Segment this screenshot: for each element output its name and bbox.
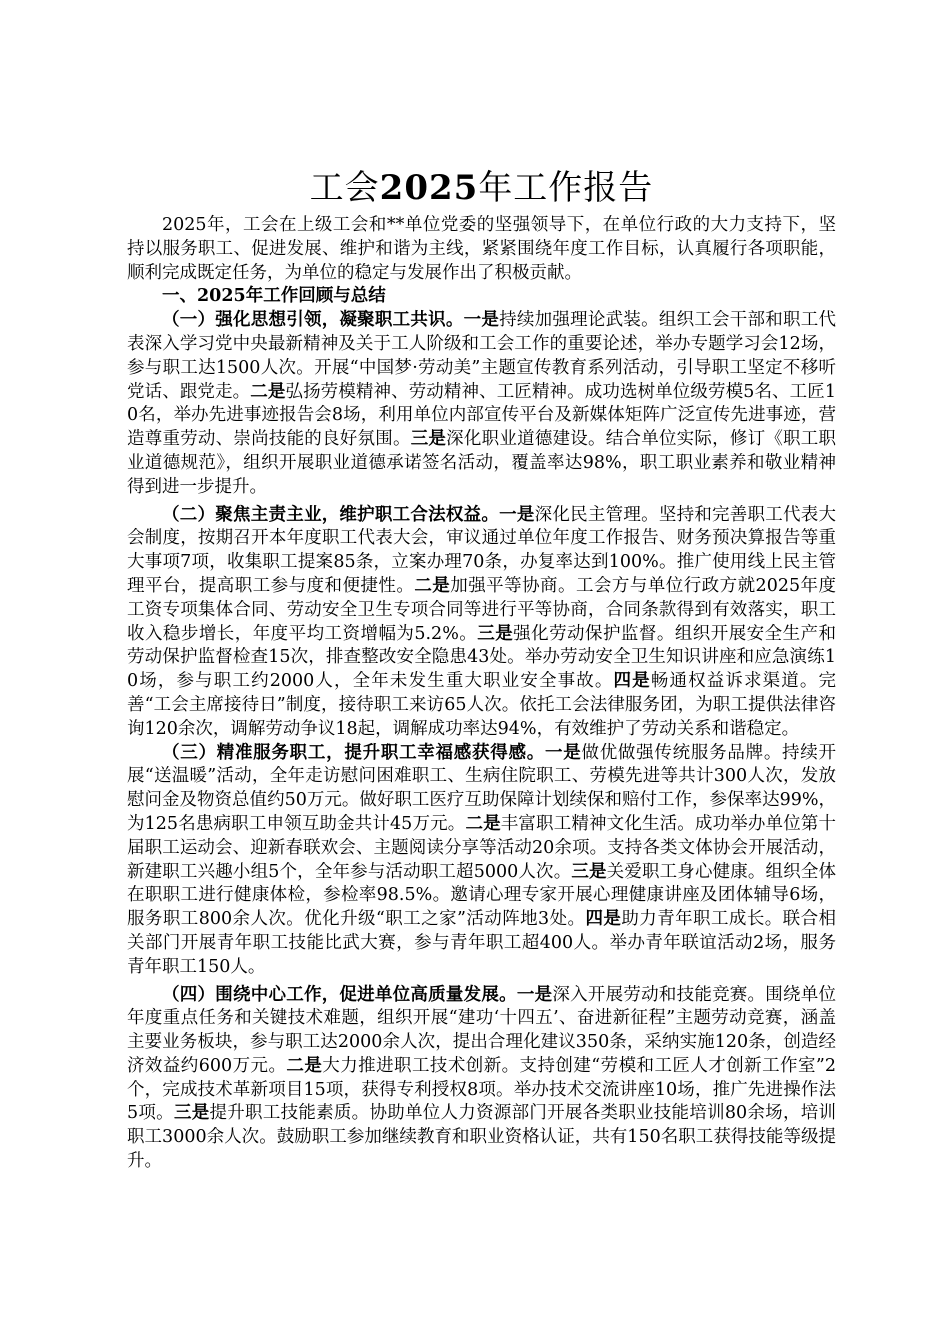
point-text: 深化职业道德建设。结合单位实际，修订《职工职业道德规范》，组织开展职业道德承诺签名活动，覆盖率达98%，职工职业素养和敬业精神得到进一步提升。 [127, 429, 837, 497]
paragraph-lead: （三）精准服务职工，提升职工幸福感获得感。 [162, 742, 545, 763]
title-year: 2025 [379, 168, 479, 208]
body-paragraph [127, 984, 836, 1174]
paragraph-lead: （四）围绕中心工作，促进单位高质量发展。 [162, 984, 517, 1005]
point-keyword: 一是 [463, 310, 500, 331]
point-keyword: 三是 [477, 623, 514, 644]
point-text: 关爱职工身心健康。组织全体在职职工进行健康体检，参检率98.5%。邀请心理专家开展心理健康讲座及团体辅导6场，服务职工800余人次。优化升级“职工之家”活动阵地3处。 [127, 861, 837, 930]
point-keyword: 四是 [613, 671, 651, 692]
point-text: 大力推进职工技术创新。支持创建“劳模和工匠人才创新工作室”2个，完成技术革新项目15项，获得专利授权8项。举办技术交流讲座10场，推广先进操作法5项。 [127, 1055, 836, 1124]
point-text: 做优做强传统服务品牌。持续开展“送温暖”活动，全年走访慰问困难职工、生病住院职工、劳模先进等共计300人次，发放慰问金及物资总值约50万元。做好职工医疗互助保障计划续保和赔付工作，参保率达99%，为125名患病职工申领互助金共计45万元。 [127, 742, 837, 834]
report-page [127, 168, 836, 1174]
body-paragraph [127, 504, 836, 742]
point-text: 弘扬劳模精神、劳动精神、工匠精神。成功选树单位级劳模5名、工匠10名，举办先进事迹报告会8场，利用单位内部宣传平台及新媒体矩阵广泛宣传先进事迹，营造尊重劳动、崇尚技能的良好氛围。 [127, 381, 837, 450]
point-text: 强化劳动保护监督。组织开展安全生产和劳动保护监督检查15次，排查整改安全隐患43处。举办劳动安全卫生知识讲座和应急演练10场，参与职工约2000人，全年未发生重大职业安全事故。 [127, 623, 836, 692]
paragraph-lead: （一）强化思想引领，凝聚职工共识。 [162, 310, 464, 331]
point-text: 畅通权益诉求渠道。完善“工会主席接待日”制度，接待职工来访65人次。依托工会法律服务团，为职工提供法律咨询120余次，调解劳动争议18起，调解成功率达94%，有效维护了劳动关系和谐稳定。 [127, 671, 837, 739]
point-text: 丰富职工精神文化生活。成功举办单位第十届职工运动会、迎新春联欢会、主题阅读分享等活动20余项。支持各类文体协会开展活动，新建职工兴趣小组5个，全年参与活动职工超5000人次。 [127, 813, 837, 882]
point-keyword: 二是 [250, 381, 286, 402]
point-keyword: 二是 [414, 575, 451, 596]
point-keyword: 三是 [410, 429, 447, 450]
paragraph-lead: （二）聚焦主责主业，维护职工合法权益。 [162, 504, 500, 525]
body-paragraph [127, 309, 836, 499]
body-paragraph [127, 742, 836, 980]
point-text: 加强平等协商。工会方与单位行政方就2025年度工资专项集体合同、劳动安全卫生专项合同等进行平等协商，合同条款得到有效落实，职工收入稳步增长，年度平均工资增幅为5.2%。 [127, 575, 837, 644]
intro-paragraph: 2025年，工会在上级工会和**单位党委的坚强领导下，在单位行政的大力支持下，坚持以服务职工、促进发展、维护和谐为主线，紧紧围绕年度工作目标，认真履行各项职能，顺利完成既定任务，为单位的稳定与发展作出了积极贡献。 [127, 215, 836, 283]
point-keyword: 三是 [173, 1103, 210, 1124]
point-text: 助力青年职工成长。联合相关部门开展青年职工技能比武大赛，参与青年职工超400人。举办青年联谊活动2场，服务青年职工150人。 [127, 909, 837, 977]
point-text: 深入开展劳动和技能竞赛。围绕单位年度重点任务和关键技术难题，组织开展“建功‘十四五’、奋进新征程”主题劳动竞赛，涵盖主要业务板块，参与职工达2000余人次，提出合理化建议350条，采纳实施120条，创造经济效益约600万元。 [127, 984, 837, 1076]
title-prefix: 工会 [309, 168, 380, 208]
document-title [127, 168, 836, 208]
point-keyword: 四是 [585, 909, 622, 930]
point-keyword: 一是 [516, 984, 553, 1005]
point-text: 持续加强理论武装。组织工会干部和职工代表深入学习党中央最新精神及关于工人阶级和工会工作的重要论述，举办专题学习会12场，参与职工达1500人次。开展“中国梦·劳动美”主题宣传教育系列活动，引导职工坚定不移听党话、跟党走。 [127, 310, 837, 402]
point-keyword: 三是 [571, 861, 607, 882]
point-keyword: 一是 [499, 504, 535, 525]
point-text: 提升职工技能素质。协助单位人力资源部门开展各类职业技能培训80余场，培训职工3000余人次。鼓励职工参加继续教育和职业资格认证，共有150名职工获得技能等级提升。 [127, 1103, 837, 1172]
point-text: 深化民主管理。坚持和完善职工代表大会制度，按期召开本年度职工代表大会，审议通过单位年度工作报告、财务预决算报告等重大事项7项，收集职工提案85条，立案办理70条，办复率达到100%。推广使用线上民主管理平台，提高职工参与度和便捷性。 [127, 504, 837, 596]
point-keyword: 一是 [544, 742, 582, 763]
section-heading: 一、2025年工作回顾与总结 [162, 286, 386, 307]
title-suffix: 年工作报告 [478, 168, 654, 208]
point-keyword: 二是 [465, 813, 501, 834]
point-keyword: 二是 [286, 1055, 323, 1076]
